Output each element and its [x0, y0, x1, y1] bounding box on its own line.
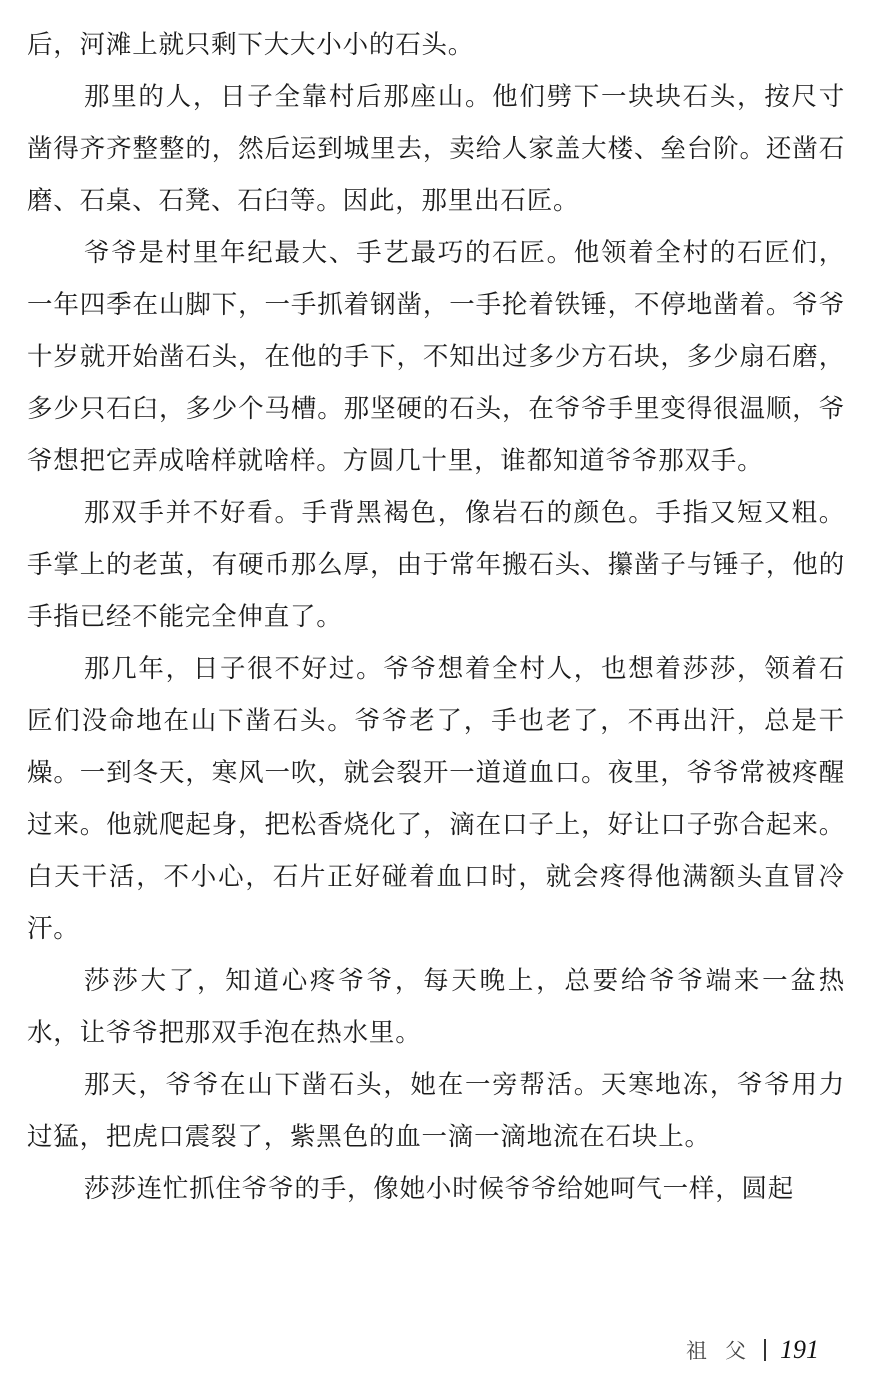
paragraph-8: 莎莎连忙抓住爷爷的手，像她小时候爷爷给她呵气一样，圆起 — [84, 1174, 795, 1204]
page-body — [27, 19, 845, 1215]
page-footer — [686, 1330, 819, 1370]
paragraph-1: 后，河滩上就只剩下大大小小的石头。 — [27, 30, 475, 60]
page-number: 191 — [780, 1335, 819, 1364]
paragraph-3: 爷爷是村里年纪最大、手艺最巧的石匠。他领着全村的石匠们，一年四季在山脚下，一手抓着钢凿，一手抡着铁锤，不停地凿着。爷爷十岁就开始凿石头，在他的手下，不知出过多少方石块，多少扇石磨，多少只石臼，多少个马槽。那坚硬的石头，在爷爷手里变得很温顺，爷爷想把它弄成啥样就啥样。方圆几十里，谁都知道爷爷那双手。 — [27, 238, 845, 476]
footer-divider — [764, 1339, 766, 1361]
paragraph-7: 那天，爷爷在山下凿石头，她在一旁帮活。天寒地冻，爷爷用力过猛，把虎口震裂了，紫黑色的血一滴一滴地流在石块上。 — [27, 1070, 845, 1152]
paragraph-4: 那双手并不好看。手背黑褐色，像岩石的颜色。手指又短又粗。手掌上的老茧，有硬币那么厚，由于常年搬石头、攥凿子与锤子，他的手指已经不能完全伸直了。 — [27, 498, 845, 632]
paragraph-5: 那几年，日子很不好过。爷爷想着全村人，也想着莎莎，领着石匠们没命地在山下凿石头。爷爷老了，手也老了，不再出汗，总是干燥。一到冬天，寒风一吹，就会裂开一道道血口。夜里，爷爷常被疼醒过来。他就爬起身，把松香烧化了，滴在口子上，好让口子弥合起来。白天干活，不小心，石片正好碰着血口时，就会疼得他满额头直冒冷汗。 — [27, 654, 845, 944]
paragraph-6: 莎莎大了，知道心疼爷爷，每天晚上，总要给爷爷端来一盆热水，让爷爷把那双手泡在热水里。 — [27, 966, 845, 1048]
paragraph-2: 那里的人，日子全靠村后那座山。他们劈下一块块石头，按尺寸凿得齐齐整整的，然后运到城里去，卖给人家盖大楼、垒台阶。还凿石磨、石桌、石凳、石臼等。因此，那里出石匠。 — [27, 82, 845, 216]
running-title: 祖父 — [686, 1339, 764, 1363]
